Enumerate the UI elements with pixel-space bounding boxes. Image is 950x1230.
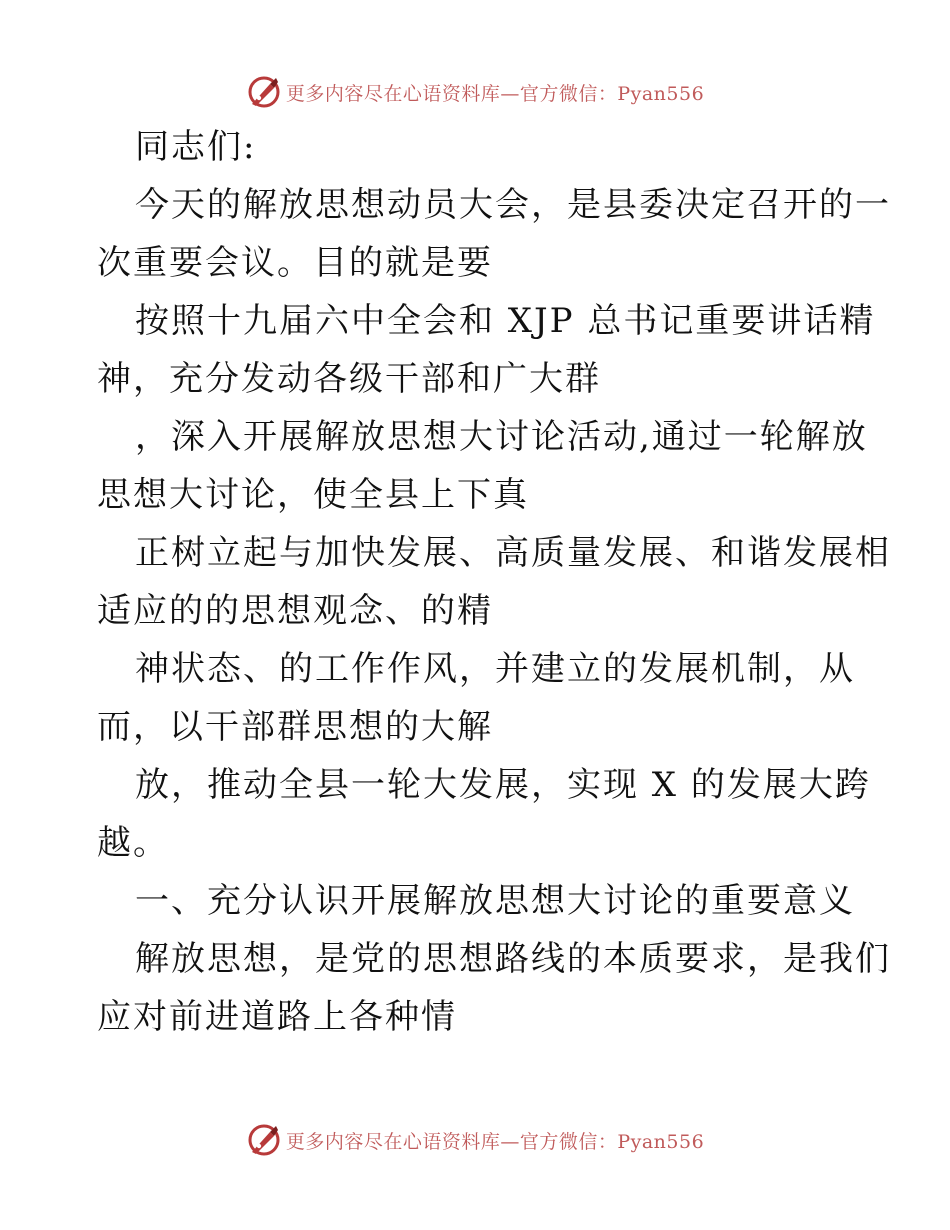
paragraph-line: 适应的的思想观念、的精 — [97, 591, 493, 631]
paragraph-line: ，深入开展解放思想大讨论活动,通过一轮解放 — [135, 417, 868, 457]
paragraph-line: 神，充分发动各级干部和广大群 — [97, 359, 601, 399]
header-watermark — [0, 72, 950, 112]
paragraph-line: 而，以干部群思想的大解 — [97, 707, 493, 747]
salutation: 同志们: — [135, 127, 257, 167]
footer-watermark — [0, 1120, 950, 1160]
paragraph-line: 思想大讨论，使全县上下真 — [97, 475, 529, 515]
paragraph-line: 按照十九届六中全会和 XJP 总书记重要讲话精 — [135, 301, 876, 341]
header-watermark-text: 更多内容尽在心语资料库—官方微信：Pyan556 — [285, 82, 705, 105]
paragraph-line: 应对前进道路上各种情 — [97, 997, 457, 1037]
pen-logo-icon — [246, 74, 282, 110]
paragraph-line: 越。 — [97, 823, 169, 863]
pen-logo-icon — [246, 1122, 282, 1158]
paragraph-line: 正树立起与加快发展、高质量发展、和谐发展相 — [135, 533, 891, 573]
paragraph-line: 神状态、的工作作风，并建立的发展机制，从 — [135, 649, 855, 689]
footer-watermark-text: 更多内容尽在心语资料库—官方微信：Pyan556 — [285, 1130, 705, 1153]
paragraph-line: 解放思想，是党的思想路线的本质要求，是我们 — [135, 939, 891, 979]
section-heading: 一、充分认识开展解放思想大讨论的重要意义 — [135, 881, 855, 921]
paragraph-line: 次重要会议。目的就是要 — [97, 243, 493, 283]
paragraph-line: 今天的解放思想动员大会，是县委决定召开的一 — [135, 185, 891, 225]
paragraph-line: 放，推动全县一轮大发展，实现 X 的发展大跨 — [135, 765, 871, 805]
document-body — [97, 118, 891, 1046]
